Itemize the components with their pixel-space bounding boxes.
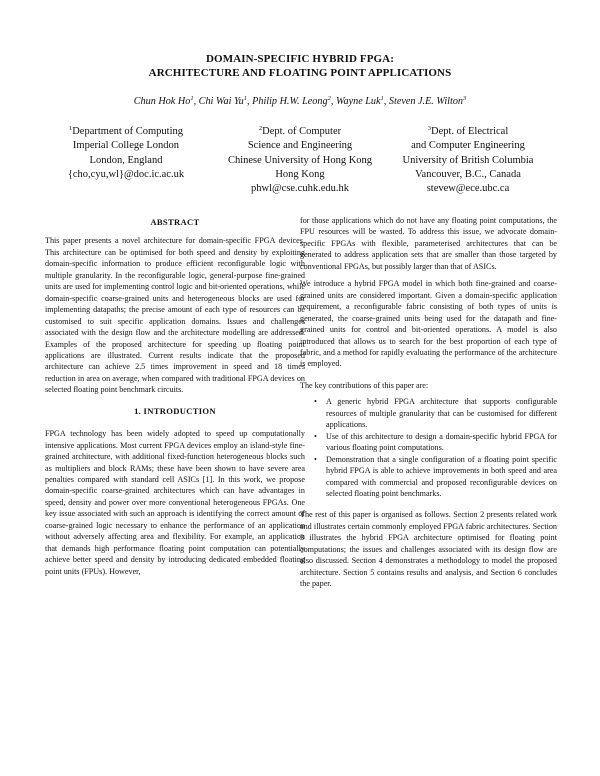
author-affiliation-mark: 3 (463, 95, 467, 102)
paper-title (0, 52, 600, 80)
list-item: • Use of this architecture to design a domain-specific hybrid FPGA for various floating point computations. (326, 431, 557, 454)
body-paragraph: The rest of this paper is organised as follows. Section 2 presents related work and illustrates certain commonly employed FPGA fabric architectures. Section 3 illustrates the hybrid FPGA architecture optimised for floating point computations; the issues and challenges associated with its design flow are also discussed. Section 4 demonstrates a methodology to model the proposed architecture. Section 5 contains results and analysis, and Section 6 concludes the paper. (300, 510, 557, 589)
affiliation-number: 1 (68, 125, 73, 132)
author-name: Chi Wai Yu (198, 96, 244, 107)
author-affiliation-mark: 1 (190, 95, 194, 102)
body-paragraph: We introduce a hybrid FPGA model in which both fine-grained and coarse-grained units are considered important. Given a domain-specific application requirement, a reconfigurable fabric consisting of both types of units is generated, the coarse-grained units being used for the datapath and fine-grained units for control and bit-oriented operations. A model is also introduced that allows us to search for the best proportion of each type of fabric, and a method for rapidly evaluating the performance of the architecture is employed. (300, 279, 557, 369)
abstract-text: This paper presents a novel architecture for domain-specific FPGA devices. This architecture can be optimised for both speed and density by exploiting domain-specific information to produce efficient reconfigurable logic with multiple granularity. In the reconfigurable logic, general-purpose fine-grained units are used for implementing control logic and bit-oriented operations, while domain-specific coarse-grained units and heterogeneous blocks are used for implementing datapaths; the precise amount of each type of resources can be customised to suit specific application domains. Issues and challenges associated with the design flow and the architecture modelling are addressed. Examples of the proposed architecture for speeding up floating point applications are illustrated. Current results indicate that the proposed architecture can achieve 2.5 times improvement in speed and 18 times reduction in area on average, when compared with traditional FPGA devices on selected floating point benchmark circuits. (45, 236, 305, 395)
left-column (45, 217, 305, 577)
affiliation-line: Science and Engineering (247, 140, 353, 152)
affiliation-line: Dept. of Computer (262, 126, 342, 137)
affiliation-email[interactable]: {cho,cyu,wl}@doc.ic.ac.uk (67, 168, 185, 180)
affiliation-line: Vancouver, B.C., Canada (415, 168, 521, 180)
contributions-list (300, 396, 557, 499)
author-name: Philip H.W. Leong (252, 96, 328, 107)
author-affiliation-mark: 2 (327, 95, 331, 102)
affiliation-line: Chinese University of Hong Kong (227, 154, 373, 166)
author-affiliation-mark: 1 (243, 95, 248, 102)
author-name: Chun Hok Ho (133, 96, 191, 107)
right-column (300, 215, 557, 590)
title-line-2: ARCHITECTURE AND FLOATING POINT APPLICATIONS (148, 67, 452, 79)
affiliation-imperial (36, 122, 216, 182)
affiliation-line: London, England (89, 154, 163, 166)
affiliation-number: 2 (258, 125, 263, 132)
body-paragraph: for those applications which do not have any floating point computations, the FPU resources will be wasted. To address this issue, we advocate domain-specific FPGAs with flexible, parameterised architectures that can be generated to address application sets that are smaller than those targeted by conventional FPGAs, but possibly larger than that of ASICs. (300, 216, 557, 271)
author-name: Wayne Luk (335, 96, 381, 107)
affiliation-ubc (368, 122, 568, 196)
affiliation-line: Hong Kong (275, 168, 325, 180)
list-item: • A generic hybrid FPGA architecture that supports configurable resources of multiple granularity that can be customised for different applications. (326, 396, 557, 430)
list-item: • Demonstration that a single configuration of a floating point specific hybrid FPGA is able to achieve improvements in both speed and area compared with commercial and proposed reconfigurable devices on selected floating point benchmarks. (326, 454, 557, 500)
title-line-1: DOMAIN-SPECIFIC HYBRID FPGA: (206, 53, 394, 65)
affiliation-line: and Computer Engineering (411, 140, 525, 152)
affiliation-line: Department of Computing (72, 126, 184, 137)
affiliation-email[interactable]: stevew@ece.ubc.ca (426, 183, 510, 195)
affiliation-line: Imperial College London (72, 140, 180, 152)
author-name: Steven J.E. Wilton (388, 96, 464, 107)
affiliation-number: 3 (427, 125, 431, 132)
author-affiliation-mark: 1 (380, 95, 384, 102)
contributions-intro: The key contributions of this paper are: (300, 380, 429, 390)
affiliation-email[interactable]: phwl@cse.cuhk.edu.hk (250, 183, 350, 195)
introduction-paragraph: FPGA technology has been widely adopted to speed up computationally intensive applications. Most current FPGA devices employ an island-style fine-grained architecture, with additional fixed-function heterogeneous blocks such as multipliers and block RAMs; these have been shown to have severe area penalties compared with standard cell ASICs [1]. In this work, we propose domain-specific coarse-grained architectures which can have advantages in speed, density and power over more conventional heterogeneous FPGAs. One key issue associated with such an approach is identifying the correct amount of coarse-grained logic necessary to enhance the performance of an application without adversely affecting area and flexibility. For example, an application that demands high performance floating point computation can potentially achieve better speed and density by introducing dedicated embedded floating point units (FPUs). However, (45, 429, 305, 576)
introduction-heading: 1. INTRODUCTION (134, 405, 216, 416)
affiliation-line: Dept. of Electrical (430, 126, 509, 137)
abstract-heading: ABSTRACT (150, 217, 200, 227)
author-list: Chun Hok Ho$^1$, Chi Wai Yu$^1$, Philip H.W. Leong$^2$, Wayne Luk$^1$, Steven J.E. Wilton$^3$ (133, 95, 467, 107)
affiliation-line: University of British Columbia (402, 154, 534, 166)
